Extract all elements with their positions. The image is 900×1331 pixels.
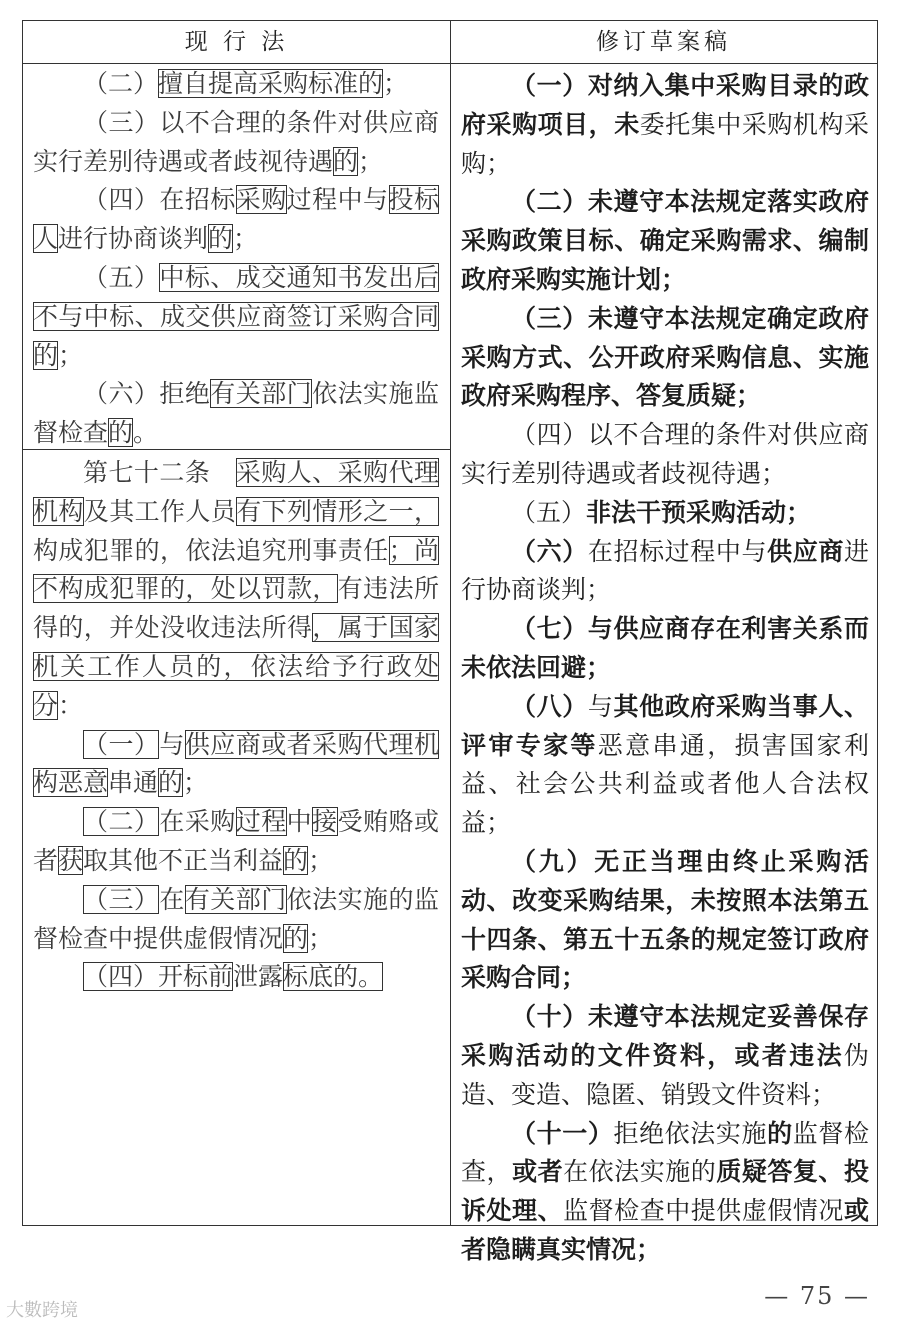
left-row-1 [33, 65, 439, 453]
page-number: — 75 — [764, 1282, 870, 1310]
clause-paragraph [461, 998, 869, 1114]
header-revised-draft: 修订草案稿 [596, 29, 731, 55]
text-segment: ； [183, 768, 209, 798]
text-segment: ； [308, 923, 334, 953]
text-segment: 。 [133, 418, 159, 448]
text-segment: ； [233, 224, 259, 254]
text-segment: 标底的。 [283, 962, 384, 992]
clause-paragraph [461, 183, 869, 299]
text-segment: 在依法实施的 [563, 1157, 717, 1187]
text-segment: 的 [158, 768, 184, 798]
text-segment: 的 [767, 1118, 793, 1148]
text-segment: 依法实施监督检查 [33, 379, 439, 448]
text-segment: 非法干预采购活动； [586, 497, 812, 527]
text-segment: 擅自提高采购标准的 [158, 69, 384, 98]
text-segment: （九）无正当理由终止采购活动、改变采购结果，未按照本法第五十四条、第五十五条的规定签订政府采购合同； [461, 846, 869, 993]
clause-paragraph [461, 610, 869, 688]
text-segment: ；尚不构成犯罪的，处以罚款， [33, 535, 439, 604]
text-segment: 伪造、变造、隐匿、销毁文件资料； [461, 1040, 869, 1109]
clause-paragraph [461, 688, 869, 843]
clause-paragraph [33, 375, 439, 453]
clause-paragraph [461, 1115, 869, 1270]
text-segment: ； [358, 146, 384, 176]
text-segment: 泄露 [233, 962, 284, 992]
text-segment: 拒绝依法实施 [613, 1118, 768, 1148]
text-segment: （二） [83, 807, 160, 837]
text-segment: （四）在招标 [83, 185, 236, 215]
text-segment: 恶意串通，损害国家利益、社会公共利益或者他人合法权益； [461, 730, 869, 838]
text-segment: 的 [108, 418, 134, 448]
text-segment: ： [58, 690, 84, 720]
text-segment: 质疑答复、投诉处理、 [461, 1157, 869, 1226]
clause-paragraph [33, 259, 439, 375]
text-segment: （一）对纳入集中采购目录的政府采购项目，未 [461, 71, 869, 139]
left-row-2 [33, 454, 439, 997]
clause-paragraph [461, 300, 869, 416]
text-segment: 的 [208, 224, 234, 254]
clause-paragraph [33, 803, 439, 881]
clause-paragraph [33, 726, 439, 804]
text-segment: 委托集中采购机构采购； [461, 109, 869, 178]
text-segment: （五） [83, 262, 160, 292]
text-segment: （七）与供应商存在利害关系而未依法回避； [461, 614, 869, 682]
clause-paragraph [33, 881, 439, 959]
text-segment: 串通 [108, 768, 159, 798]
text-segment: 监督检查中提供虚假情况 [563, 1196, 844, 1226]
column-divider [450, 21, 451, 1225]
clause-paragraph [461, 494, 869, 533]
text-segment: （八） [511, 691, 588, 721]
text-segment: 过程 [235, 807, 287, 837]
text-segment: 采购 [235, 185, 287, 215]
text-segment: （三） [83, 884, 160, 914]
text-segment: （十一） [511, 1118, 614, 1148]
text-segment: 与 [159, 729, 185, 759]
text-segment: 供应商或者采购代理机构恶意 [33, 729, 439, 798]
text-segment: 进行协商谈判； [461, 536, 869, 605]
text-segment: 及其工作人员 [83, 496, 237, 526]
text-segment: （六） [511, 536, 588, 566]
text-segment: ； [383, 69, 409, 98]
text-segment: 供应商 [767, 536, 844, 566]
text-segment: （四）以不合理的条件对供应商实行差别待遇或者歧视待遇； [461, 420, 869, 488]
text-segment: 投标人 [33, 185, 439, 254]
text-segment: 构成犯罪的，依法追究刑事责任 [33, 535, 389, 565]
text-segment: 采购人、采购代理机构 [33, 458, 439, 526]
clause-paragraph [33, 65, 439, 104]
text-segment: 有关部门 [210, 379, 313, 409]
text-segment: 在 [159, 884, 185, 914]
text-segment: ； [308, 845, 334, 875]
header-current-law: 现 行 法 [184, 29, 289, 55]
text-segment: 第七十二条 [83, 458, 236, 487]
text-segment: 过程中与 [286, 185, 389, 215]
text-segment: （四）开标前 [83, 962, 234, 992]
right-column [461, 67, 869, 1270]
text-segment: 监督检查， [461, 1118, 869, 1187]
clause-paragraph [461, 416, 869, 494]
clause-paragraph [33, 454, 439, 726]
text-segment: （二）未遵守本法规定落实政府采购政策目标、确定采购需求、编制政府采购实施计划； [461, 187, 869, 294]
text-segment: 进行协商谈判 [58, 224, 209, 254]
text-segment: 依法实施的监督检查中提供虚假情况 [33, 884, 439, 953]
text-segment: （十）未遵守本法规定妥善保存采购活动的文件资料，或者违法 [461, 1002, 869, 1070]
text-segment: 的 [333, 146, 359, 176]
text-segment: 或者 [512, 1157, 564, 1187]
text-segment: 的 [283, 923, 309, 953]
clause-paragraph [461, 533, 869, 611]
clause-paragraph [33, 958, 439, 997]
text-segment: 有下列情形之一， [236, 496, 439, 526]
text-segment: （三）未遵守本法规定确定政府采购方式、公开政府采购信息、实施政府采购程序、答复质疑； [461, 303, 869, 411]
text-segment: （二） [83, 69, 159, 98]
text-segment: 的 [283, 845, 309, 875]
text-segment: （一） [83, 729, 160, 759]
text-segment: 在招标过程中与 [587, 536, 768, 566]
clause-paragraph [461, 67, 869, 183]
text-segment: （六）拒绝 [83, 379, 211, 409]
text-segment: （三）以不合理的条件对供应商实行差别待遇或者歧视待遇 [33, 107, 439, 176]
text-segment: ； [58, 340, 84, 370]
text-segment: 与 [587, 691, 614, 721]
text-segment: （五） [511, 497, 587, 527]
text-segment: 取其他不正当利益 [83, 845, 284, 875]
header-divider [23, 63, 877, 64]
clause-paragraph [33, 181, 439, 259]
text-segment: 受贿赂或者 [33, 807, 439, 875]
watermark: 大數跨境 [6, 1300, 78, 1321]
text-segment: 有违法所得的，并处没收违法所得 [33, 574, 439, 643]
text-segment: 接 [312, 807, 338, 837]
text-segment: 中标、成交通知书发出后不与中标、成交供应商签订采购合同的 [33, 262, 439, 370]
text-segment: 中 [286, 807, 313, 837]
text-segment: ，属于国家机关工作人员的，依法给予行政处分 [33, 613, 439, 720]
text-segment: 有关部门 [184, 884, 287, 914]
text-segment: 其他政府采购当事人、评审专家等 [461, 691, 869, 760]
clause-paragraph [461, 843, 869, 998]
comparison-table [22, 20, 878, 1264]
clause-paragraph [33, 104, 439, 182]
text-segment: 获 [58, 845, 84, 875]
text-segment: 在采购 [159, 807, 236, 837]
text-segment: 或者隐瞒真实情况； [461, 1196, 869, 1264]
